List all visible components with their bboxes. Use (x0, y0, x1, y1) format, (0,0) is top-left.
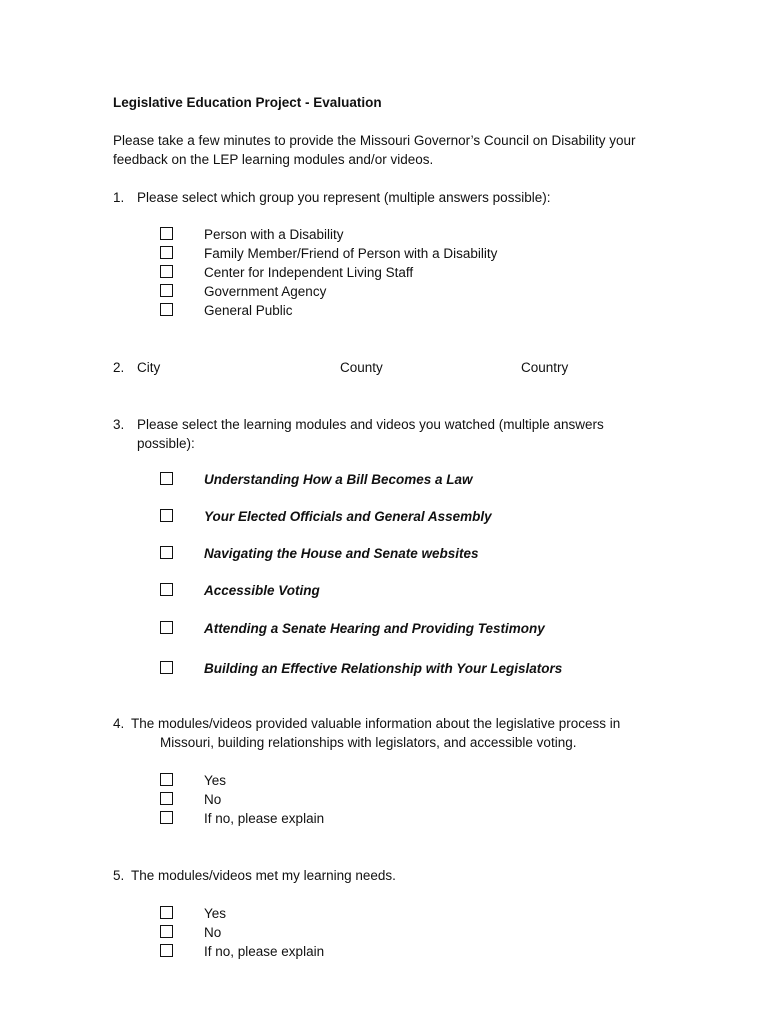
city-label: City (137, 360, 161, 375)
q4-number: 4. (113, 716, 125, 731)
q1-option-label: Family Member/Friend of Person with a Disability (204, 246, 498, 261)
q5-option-label: Yes (204, 906, 227, 921)
q1-checkbox-cil-staff[interactable] (160, 265, 173, 278)
q3-checkbox-elected-officials[interactable] (160, 509, 173, 522)
q1-option-label: General Public (204, 303, 293, 318)
intro-line-1: Please take a few minutes to provide the Missouri Governor’s Council on Disability your (113, 133, 636, 148)
q1-number: 1. (113, 190, 125, 205)
q2-number: 2. (113, 360, 125, 375)
county-label: County (340, 360, 383, 375)
q5-checkbox-explain[interactable] (160, 944, 173, 957)
q3-checkbox-accessible-voting[interactable] (160, 583, 173, 596)
q3-option-label: Navigating the House and Senate websites (204, 546, 479, 561)
q1-option-label: Center for Independent Living Staff (204, 265, 414, 280)
q3-question-line-1: Please select the learning modules and videos you watched (multiple answers (137, 417, 604, 432)
q4-option-label: No (204, 792, 222, 807)
country-label: Country (521, 360, 569, 375)
q1-checkbox-public[interactable] (160, 303, 173, 316)
q5-question: The modules/videos met my learning needs. (131, 868, 396, 883)
q5-checkbox-no[interactable] (160, 925, 173, 938)
intro-line-2: feedback on the LEP learning modules and/or videos. (113, 152, 434, 167)
q5-option-label: If no, please explain (204, 944, 325, 959)
q3-question-line-2: possible): (137, 436, 195, 451)
q4-question-line-1: The modules/videos provided valuable information about the legislative process in (131, 716, 621, 731)
q5-number: 5. (113, 868, 125, 883)
q4-option-label: If no, please explain (204, 811, 325, 826)
q5-option-label: No (204, 925, 222, 940)
q1-option-label: Person with a Disability (204, 227, 344, 242)
q4-option-label: Yes (204, 773, 227, 788)
q4-checkbox-yes[interactable] (160, 773, 173, 786)
q3-option-label: Accessible Voting (204, 583, 320, 598)
q3-checkbox-relationship[interactable] (160, 661, 173, 674)
q3-checkbox-senate-hearing[interactable] (160, 621, 173, 634)
q1-question: Please select which group you represent (multiple answers possible): (137, 190, 551, 205)
q4-question-line-2: Missouri, building relationships with legislators, and accessible voting. (160, 735, 577, 750)
q3-checkbox-bill-law[interactable] (160, 472, 173, 485)
q3-option-label: Understanding How a Bill Becomes a Law (204, 472, 473, 487)
q4-checkbox-explain[interactable] (160, 811, 173, 824)
q1-option-label: Government Agency (204, 284, 327, 299)
q3-option-label: Attending a Senate Hearing and Providing Testimony (204, 621, 545, 636)
q3-number: 3. (113, 417, 125, 432)
q1-checkbox-disability[interactable] (160, 227, 173, 240)
form-title: Legislative Education Project - Evaluation (113, 95, 382, 110)
q1-checkbox-family[interactable] (160, 246, 173, 259)
q3-option-label: Building an Effective Relationship with Your Legislators (204, 661, 563, 676)
q5-checkbox-yes[interactable] (160, 906, 173, 919)
q4-checkbox-no[interactable] (160, 792, 173, 805)
q1-checkbox-government[interactable] (160, 284, 173, 297)
q3-option-label: Your Elected Officials and General Assembly (204, 509, 492, 524)
q3-checkbox-navigating-websites[interactable] (160, 546, 173, 559)
